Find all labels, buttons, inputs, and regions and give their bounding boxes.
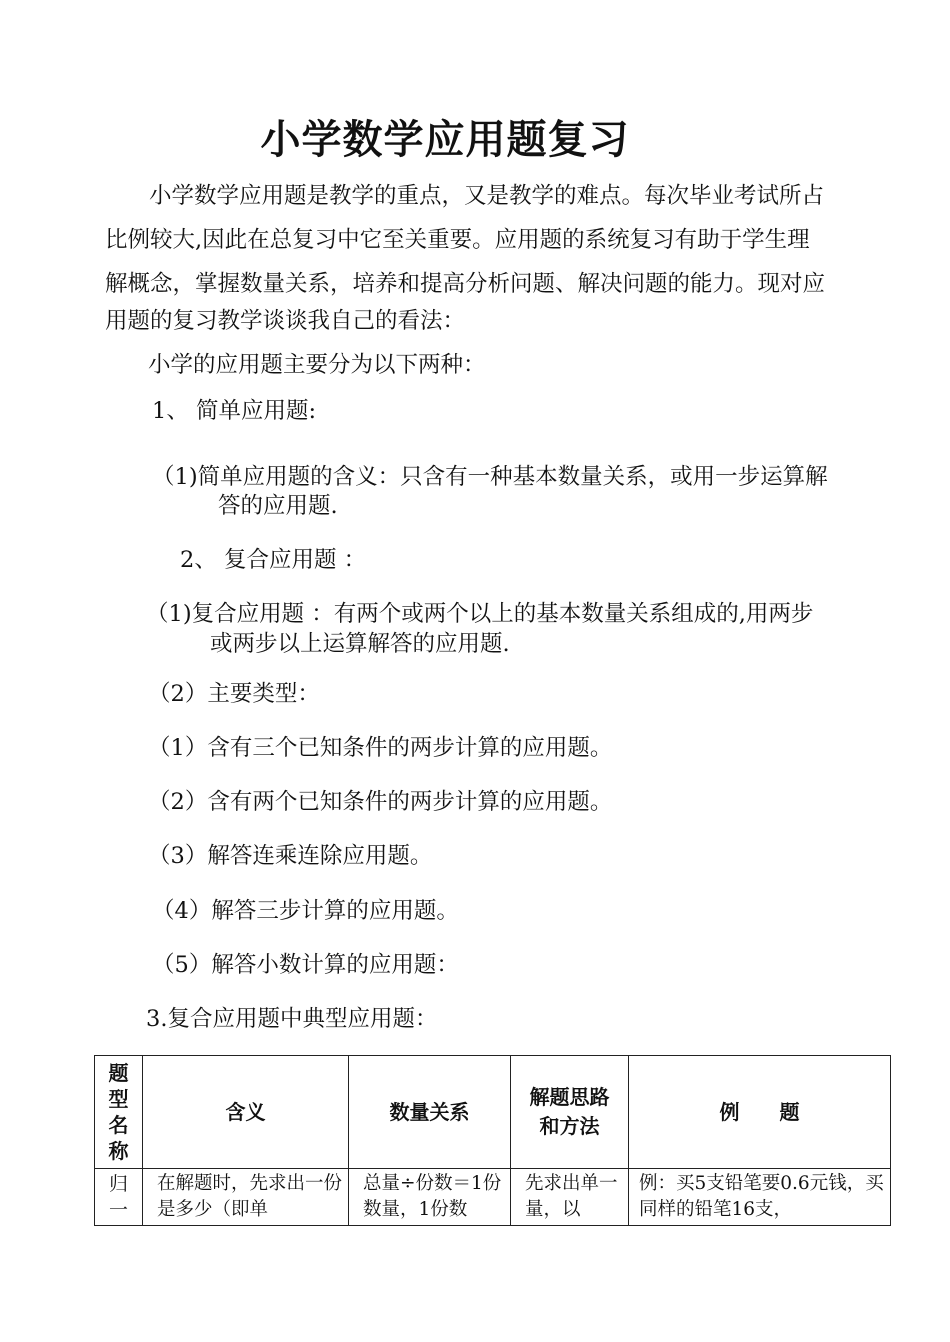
intro-paragraph (105, 174, 900, 336)
intro-line: 比例较大,因此在总复习中它至关重要。应用题的系统复习有助于学生理 (105, 227, 810, 253)
header-method: 解题思路和方法 (511, 1056, 629, 1169)
header-example: 例 题 (629, 1056, 891, 1169)
cell-meaning: 在解题时，先求出一份是多少（即单 (143, 1169, 349, 1226)
table-header-row (95, 1056, 891, 1169)
type-item: （1）含有三个已知条件的两步计算的应用题。 (148, 735, 613, 761)
page-title: 小学数学应用题复习 (260, 117, 630, 163)
simple-definition-line1: （1)简单应用题的含义：只含有一种基本数量关系，或用一步运算解 (152, 464, 828, 490)
cell-relation: 总量÷份数＝1份数量，1份数 (349, 1169, 511, 1226)
types-intro: 小学的应用题主要分为以下两种： (148, 352, 486, 378)
cell-example: 例：买5支铅笔要0.6元钱，买同样的铅笔16支， (629, 1169, 891, 1226)
intro-line: 解概念，掌握数量关系，培养和提高分析问题、解决问题的能力。现对应 (105, 271, 826, 297)
compound-definition-line1: （1)复合应用题 ：有两个或两个以上的基本数量关系组成的,用两步 (146, 601, 814, 627)
table-row (95, 1169, 891, 1226)
typical-problems-table (94, 1055, 891, 1226)
type-item: （4）解答三步计算的应用题。 (152, 898, 459, 924)
types-heading: （2）主要类型： (148, 681, 320, 707)
type-item: （5）解答小数计算的应用题： (152, 952, 459, 978)
intro-line: 小学数学应用题是教学的重点，又是教学的难点。每次毕业考试所占 (149, 183, 825, 209)
header-type-name: 题型名称 (95, 1056, 143, 1169)
typical-heading: 3.复合应用题中典型应用题： (146, 1006, 438, 1032)
type-item: （3）解答连乘连除应用题。 (148, 843, 433, 869)
compound-definition-line2: 或两步以上运算解答的应用题. (210, 631, 510, 657)
compound-heading: 2、 复合应用题 ： (180, 547, 367, 573)
type-item: （2）含有两个已知条件的两步计算的应用题。 (148, 789, 613, 815)
header-meaning: 含义 (143, 1056, 349, 1169)
simple-heading: 1、 简单应用题: (152, 398, 317, 424)
cell-method: 先求出单一量，以 (511, 1169, 629, 1226)
cell-type-name: 归一 (95, 1169, 143, 1226)
intro-line: 用题的复习教学谈谈我自己的看法： (105, 308, 466, 334)
simple-definition-line2: 答的应用题. (218, 493, 338, 519)
header-relation: 数量关系 (349, 1056, 511, 1169)
